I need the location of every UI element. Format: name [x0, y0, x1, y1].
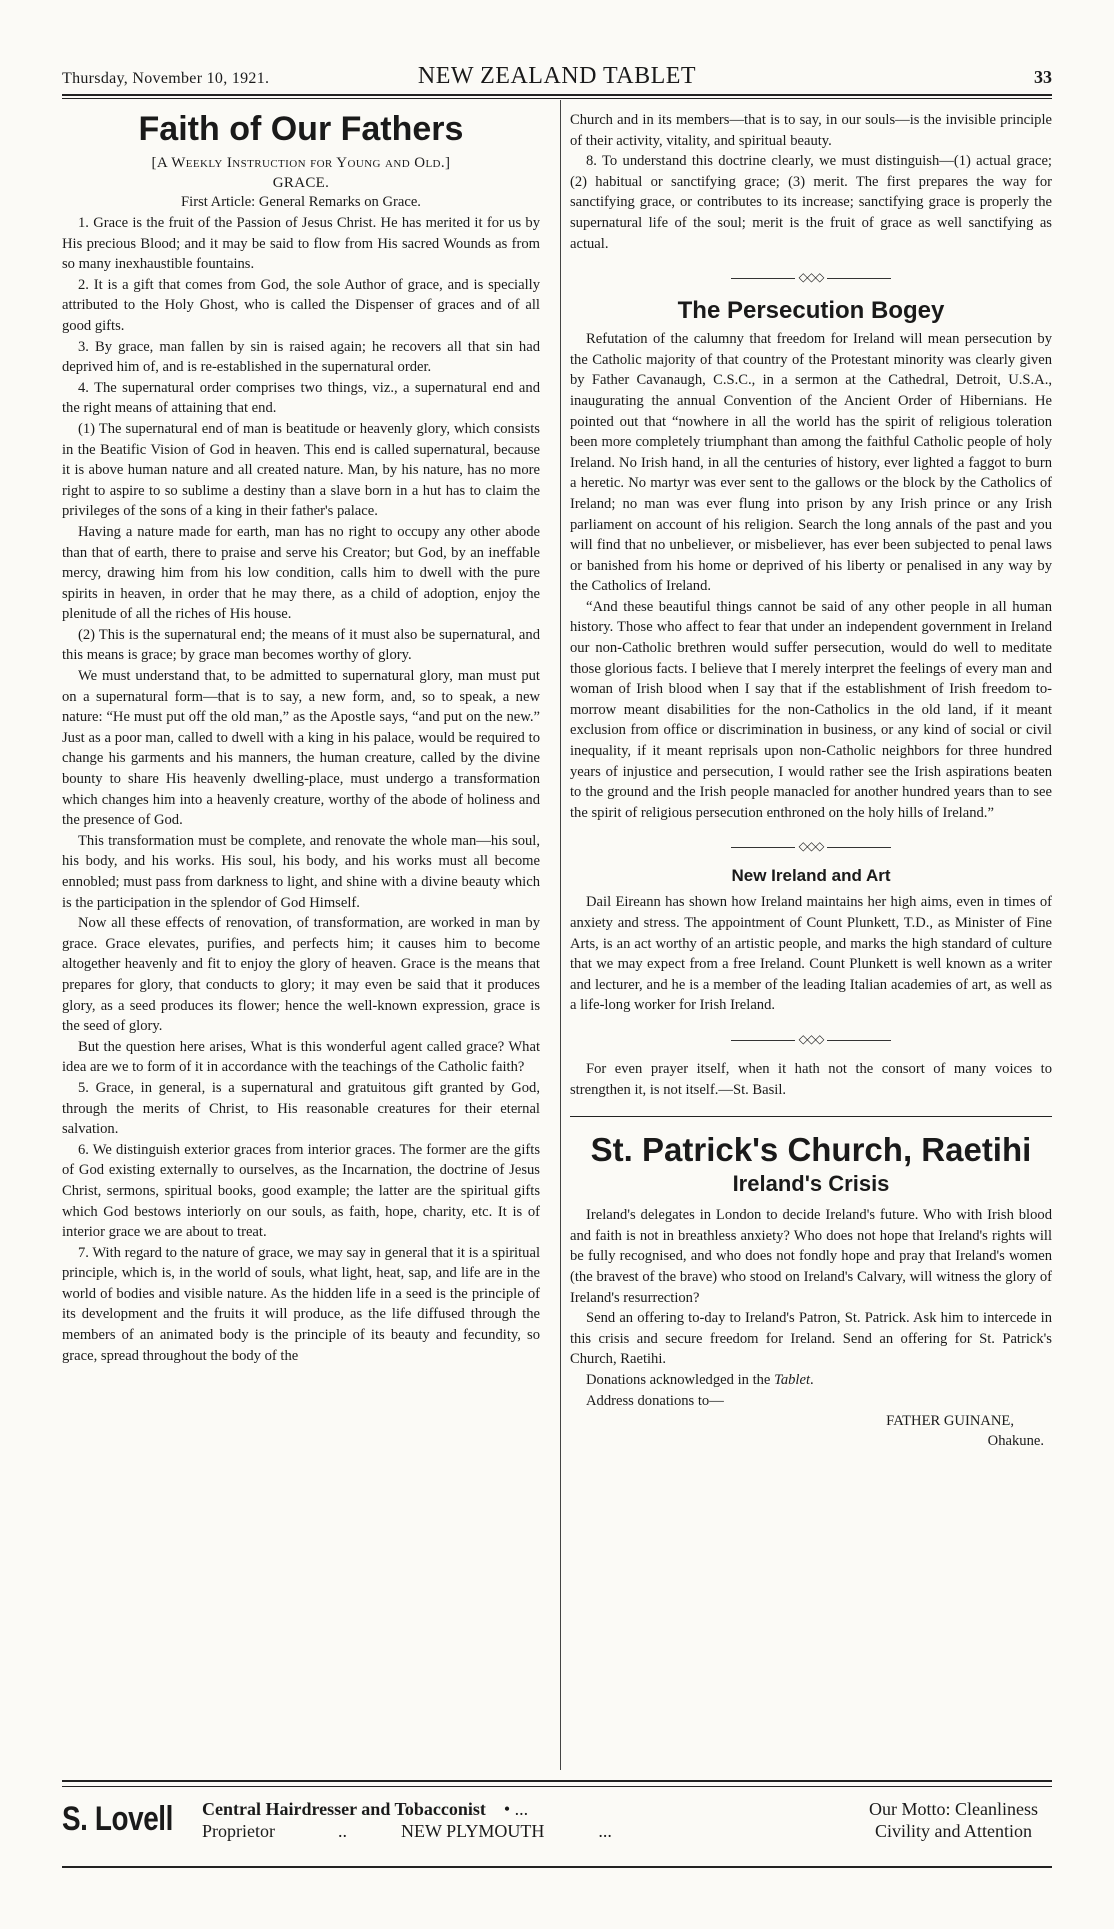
faith-paragraph: But the question here arises, What is this wonderful agent called grace? What idea are we to form of it in accordance with the teachings of the Catholic faith?	[62, 1038, 540, 1076]
persecution-paragraph: Refutation of the calumny that freedom for Ireland will mean persecution by the Catholic majority of that country of the Protestant minority was clearly given by Father Cavanaugh, C.S.C., in a sermon at the Cathedral, Detroit, U.S.A., inaugurating the annual Convention of the Ancient Order of Hibernians. He pointed out that “nowhere in all the world has the spirit of religious toleration been more completely triumphant than among the faithful Catholic people of holy Ireland. No Irish hand, in all the centuries of history, ever lighted a faggot to burn a heretic. No martyr was ever sent to the gallows or the block by the Catholics of Ireland; no man was ever flung into prison by any Irish prince or any Irish parliament on account of his religion. Search the long annals of the past and you will find that no unbeliever, or misbeliever, has ever been subjected to penal laws or banished from his home or deprived of his liberty or penalised in any way by the Catholics of Ireland.	[570, 331, 1052, 595]
section-ornament: ◇◇◇	[570, 270, 1052, 285]
faith-subtitle: [A Weekly Instruction for Young and Old.]	[151, 155, 451, 171]
faith-paragraph: Having a nature made for earth, man has no right to occupy any other abode than that of earth, there to praise and serve his Creator; but God, by an ineffable mercy, drawing him from his low condition, calls him to dwell with the pure spirits in heaven, in order that he may there, as a child of adoption, enjoy the plenitude of all the riches of His house.	[62, 523, 540, 623]
donations-address: Address donations to—	[586, 1392, 724, 1409]
faith-paragraph: 7. With regard to the nature of grace, we may say in general that it is a spiritual principle, which is, in the world of souls, what light, heat, sap, and life are in the world of bodies and visible nature. As the hidden life in a seed is the principle of its development and the fruits it will produce, as the life diffused through the members of an animated body is the principle of its beauty and fecundity, so grace, spread throughout the body of the	[62, 1244, 540, 1364]
section-ornament: ◇◇◇	[570, 1032, 1052, 1047]
advert-dots: • ...	[503, 1799, 529, 1819]
footer-rule-thin	[62, 1786, 1052, 1787]
persecution-paragraph: “And these beautiful things cannot be said of any other people in all human history. Those who affect to fear that under an independent government in Ireland our non-Catholic brethren would suffer persecution, would do well to meditate those glorious facts. I believe that I merely interpret the feelings of every man and woman of Irish blood when I say that if the establishment of Irish freedom to-morrow meant disabilities for the non-Catholics in the old land, if it meant exclusion from office or discrimination in business, or any kind of social or civil inequality, if it meant reprisals upon non-Catholic neighbors for three hundred years of injustice and persecution, I would rather see the Irish aspirations beaten to the ground and the Irish people manacled for another hundred years than to see the spirit of religious persecution enthroned on the holy hills of Ireland.”	[570, 598, 1052, 821]
header-rule	[62, 94, 1052, 96]
new-ireland-title: New Ireland and Art	[731, 866, 891, 886]
church-title: St. Patrick's Church, Raetihi	[590, 1131, 1032, 1169]
advert-details	[202, 1798, 612, 1842]
church-paragraph: Ireland's delegates in London to decide Ireland's future. Who with Irish blood and faith is not in breathless anxiety? Who does not hope that Ireland's rights will be fully recognised, and who does not fondly hope and pray that Ireland's women (the bravest of the brave) who stood on Ireland's Calvary, will witness the glory of Ireland's resurrection?	[570, 1207, 1052, 1306]
faith-paragraph: This transformation must be complete, and renovate the whole man—his soul, his body, and his works. His soul, his body, and his works must all become ennobled; must pass from darkness to light, and shine with a divine beauty which is the participation in the splendor of God Himself.	[62, 832, 540, 911]
faith-paragraph: 6. We distinguish exterior graces from interior graces. The former are the gifts of God existing externally to ourselves, as the Incarnation, the doctrine of Jesus Christ, sermons, spiritual books, good example; the latter are the spiritual gifts which God bestows interiorly on our souls, as faith, hope, charity, etc. It is of interior grace we are about to treat.	[62, 1141, 540, 1241]
right-column	[570, 110, 1052, 1451]
faith-paragraph: 5. Grace, in general, is a supernatural and gratuitous gift granted by God, through the merits of Christ, to His reasonable creatures for their eternal salvation.	[62, 1079, 540, 1138]
left-column	[62, 110, 540, 1366]
faith-paragraph: 3. By grace, man fallen by sin is raised again; he recovers all that sin had deprived him of, and is re-established in the supernatural order.	[62, 338, 540, 376]
page-number: 33	[1034, 67, 1052, 87]
new-ireland-paragraph: Dail Eireann has shown how Ireland maintains her high aims, even in times of anxiety and stress. The appointment of Count Plunkett, T.D., as Minister of Fine Arts, is an act worthy of an artistic people, and marks the high standard of culture that we may expect from a free Ireland. Count Plunkett is well known as a writer and lecturer, and he is a member of the leading Italian academies of art, as well as a life-long worker for Irish Ireland.	[570, 894, 1052, 1014]
page-header	[62, 62, 1052, 92]
section-ornament: ◇◇◇	[570, 839, 1052, 854]
advert-motto	[869, 1798, 1038, 1842]
faith-paragraph: (2) This is the supernatural end; the means of it must also be supernatural, and this means is grace; by grace man becomes worthy of glory.	[62, 626, 540, 664]
masthead-title: NEW ZEALAND TABLET	[417, 63, 697, 89]
advert-proprietor: Proprietor	[202, 1821, 275, 1841]
signature-place: Ohakune.	[987, 1433, 1044, 1450]
footer-advert	[62, 1792, 1052, 1862]
header-rule-thin	[62, 98, 1052, 99]
advert-line1: Central Hairdresser and Tobacconist	[202, 1799, 486, 1819]
church-subtitle: Ireland's Crisis	[732, 1171, 890, 1197]
signature-name: FATHER GUINANE,	[886, 1413, 1014, 1430]
issue-date: Thursday, November 10, 1921.	[62, 70, 270, 87]
advertiser-name: S. Lovell	[62, 1800, 173, 1838]
motto-line2: Civility and Attention	[875, 1821, 1032, 1841]
grace-heading: GRACE.	[272, 175, 330, 191]
footer-bottom-rule	[62, 1866, 1052, 1868]
faith-paragraph: (1) The supernatural end of man is beatitude or heavenly glory, which consists in the Beatific Vision of God in heaven. This end is called supernatural, because it is above human nature and all created nature. Man, by his nature, has no more right to aspire to so sublime a destiny than a slave born in a hut has to claim the privileges of the sons of a king in their father's palace.	[62, 420, 540, 520]
article-heading: First Article: General Remarks on Grace.	[181, 194, 421, 210]
faith-continued-paragraph: 8. To understand this doctrine clearly, we must distinguish—(1) actual grace; (2) habitual or sanctifying grace; (3) merit. The first prepares the way for sanctifying grace, or contributes to its increase; sanctifying grace is properly the supernatural life of the soul; merit is the fruit of grace as well sanctifying as actual.	[570, 153, 1052, 252]
church-notice	[570, 1116, 1052, 1451]
faith-continued-paragraph: Church and in its members—that is to say, in our souls—is the invisible principle of their activity, vitality, and spiritual beauty.	[570, 112, 1052, 149]
signature-block	[570, 1411, 1044, 1451]
faith-paragraph: Now all these effects of renovation, of transformation, are worked in man by grace. Grace elevates, purifies, and perfects him; it causes him to become altogether heavenly and fit to enjoy the glory of heaven. Grace is the means that prepares for glory, that conducts to glory; it may even be said that it produces glory, as a seed produces its flower; hence the well-known expression, grace is the seed of glory.	[62, 915, 540, 1035]
advert-dots: ..	[337, 1821, 347, 1841]
advert-dots: ...	[598, 1821, 612, 1841]
faith-title: Faith of Our Fathers	[138, 110, 464, 148]
faith-paragraph: 4. The supernatural order comprises two things, viz., a supernatural end and the right means of attaining that end.	[62, 379, 540, 417]
donations-ack: Donations acknowledged in the Tablet.	[586, 1371, 814, 1388]
church-paragraph: Send an offering to-day to Ireland's Patron, St. Patrick. Ask him to intercede in this crisis and secure freedom for Ireland. Send an offering for St. Patrick's Church, Raetihi.	[570, 1310, 1052, 1368]
faith-paragraph: We must understand that, to be admitted to supernatural glory, man must put on a supernatural form—that is to say, a new form, and, so to speak, a new nature: “He must put off the old man,” as the Apostle says, “and put on the new.” Just as a poor man, called to dwell with a king in his palace, would be required to change his garments and his manners, the human creature, called by the divine bounty to share His heavenly dwelling-place, must undergo a transformation which changes him into a heavenly creature, worthy of the abode of holiness and the presence of God.	[62, 668, 540, 829]
footer-rule	[62, 1780, 1052, 1782]
basil-quote: For even prayer itself, when it hath not the consort of many voices to strengthen it, is not itself.—St. Basil.	[570, 1060, 1052, 1098]
faith-paragraph: 2. It is a gift that comes from God, the sole Author of grace, and is specially attributed to the Holy Ghost, who is called the Dispenser of graces and of all good gifts.	[62, 276, 540, 334]
advert-town: NEW PLYMOUTH	[400, 1821, 545, 1841]
persecution-title: The Persecution Bogey	[677, 297, 945, 325]
motto-line1: Our Motto: Cleanliness	[869, 1799, 1038, 1819]
faith-paragraph: 1. Grace is the fruit of the Passion of Jesus Christ. He has merited it for us by His precious Blood; and it may be said to flow from His sacred Wounds as from so many inexhaustible fountains.	[62, 215, 540, 273]
column-divider	[560, 100, 561, 1770]
